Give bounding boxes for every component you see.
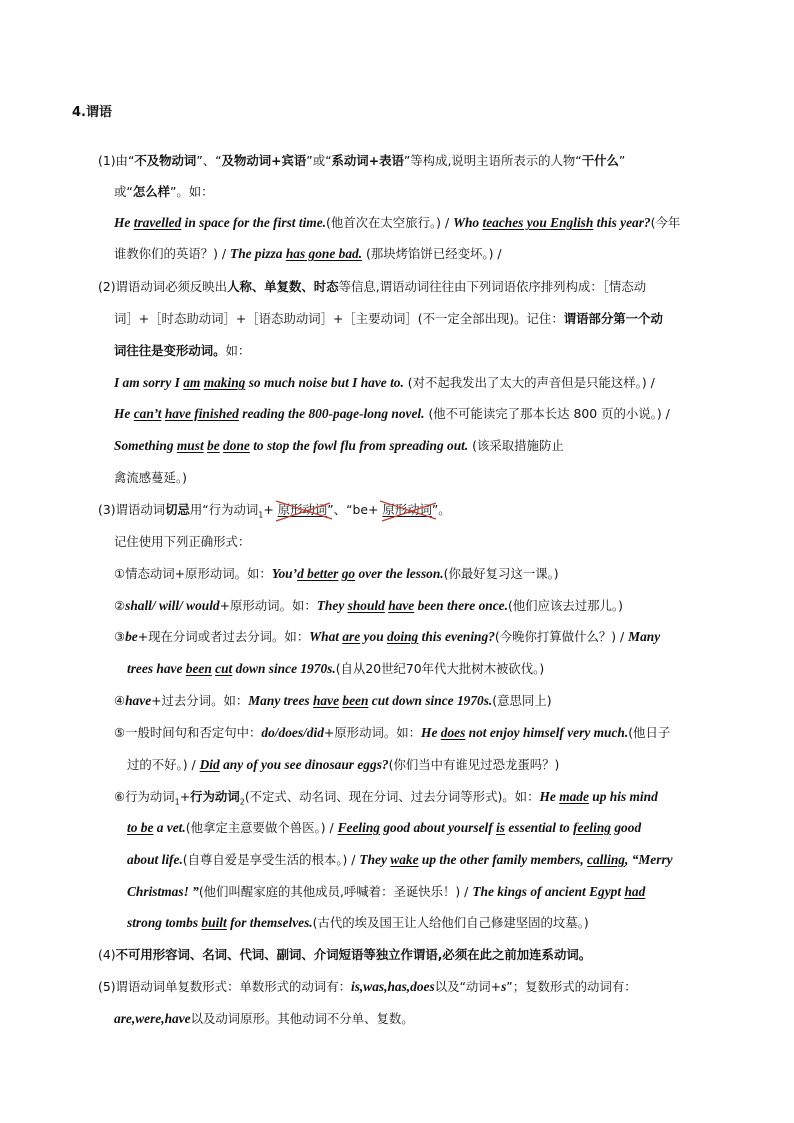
item-5-line-1 [114, 724, 670, 742]
example-verb: been [342, 693, 369, 708]
text: +原形动词。如： [323, 725, 422, 740]
text: 或“ [114, 184, 133, 199]
example-verb: should [347, 598, 385, 613]
example-verb: am [183, 375, 201, 390]
struck-term-2 [382, 501, 432, 519]
example-1-line-1 [114, 214, 680, 232]
example-text: Many [628, 629, 661, 644]
example-verb: have [388, 598, 415, 613]
example-text: The kings of ancient Egypt [472, 884, 625, 899]
text: +现在分词或者过去分词。如： [137, 629, 310, 644]
translation: (他日子 [628, 725, 671, 740]
example-text: You’ [271, 566, 298, 581]
translation: (古代的埃及国王让人给他们自己修建坚固的坟墓。) [312, 915, 589, 930]
text: (不定式、动名词、现在分词、过去分词等形式)。如： [244, 789, 540, 804]
example-verb: does [440, 725, 466, 740]
example-verb: cut [215, 661, 233, 676]
point-3-line-2 [114, 533, 250, 551]
example-text: I am sorry I [114, 375, 184, 390]
example-2-line-1 [114, 374, 655, 392]
example-verb: d better [297, 566, 339, 581]
example-verb: Did [199, 757, 220, 772]
example-text: He [114, 215, 134, 230]
translation: (今晚你打算做什么？) / [494, 629, 629, 644]
example-text: The pizza [230, 246, 286, 261]
translation: (该采取措施防止 [468, 438, 564, 453]
text: ” [618, 153, 626, 168]
text: 用“行为动词 [189, 502, 259, 517]
example-verb: are [342, 629, 361, 644]
text: ⑥行为动词 [114, 789, 175, 804]
point-2-line-2 [114, 310, 663, 328]
cross-out-mark [274, 497, 336, 523]
example-text: good about yourself [380, 820, 497, 835]
translation: 谁教你们的英语？) / [114, 246, 231, 261]
translation: (意思同上) [492, 693, 552, 708]
text: ”或“ [306, 153, 332, 168]
example-verb: teaches you English [482, 215, 594, 230]
text: + [263, 502, 278, 517]
point-2-line-1 [98, 278, 646, 296]
text: ”、“be+ [327, 502, 383, 517]
text: 以及动词原形。其他动词不分单、复数。 [190, 1011, 414, 1026]
example-text: strong tombs [127, 915, 202, 930]
text: 记住使用下列正确形式： [114, 534, 251, 549]
example-text: They [359, 852, 391, 867]
section-heading: 4.谓语 [72, 105, 112, 120]
point-5-line-1 [98, 978, 637, 996]
example-text: Who [453, 215, 483, 230]
point-2-line-3 [114, 342, 250, 360]
example-verb: must [176, 438, 204, 453]
struck-text: 原形动词 [382, 502, 432, 517]
example-text: Something [114, 438, 177, 453]
example-text: to stop the fowl flu from spreading out. [249, 438, 469, 453]
example-verb: wake [390, 852, 419, 867]
example-text: reading the 800-page-long novel. [238, 406, 425, 421]
example-text: They [316, 598, 348, 613]
example-text: are,were,have [114, 1011, 191, 1026]
translation: 过的不好。) / [127, 757, 200, 772]
term: 及物动词+宾语 [221, 153, 307, 168]
translation: (他们叫醒家庭的其他成员,呼喊着：圣诞快乐！) / [198, 884, 473, 899]
example-text: up his mind [588, 789, 658, 804]
example-text: not enjoy himself very much. [465, 725, 629, 740]
example-text: , “Merry [625, 852, 673, 867]
example-text: Many trees [248, 693, 313, 708]
text: 词］+［时态助动词］+［语态助动词］+［主要动词］(不一定全部出现)。记住： [114, 311, 564, 326]
text: ”。如： [169, 184, 214, 199]
subscript: 1 [258, 510, 264, 520]
example-2-line-3 [114, 437, 564, 455]
point-4-line [98, 946, 591, 964]
example-text: trees have [127, 661, 186, 676]
example-2-line-4 [114, 469, 187, 487]
text: ② [114, 598, 126, 613]
struck-text: 原形动词 [277, 502, 328, 517]
text: 等信息,谓语动词往往由下列词语依序排列构成：［情态动 [338, 279, 647, 294]
subscript: 2 [239, 797, 245, 807]
example-text: be [125, 629, 138, 644]
text: ”等构成,说明主语所表示的人物“ [403, 153, 582, 168]
item-6-line-2 [127, 819, 641, 837]
translation: (他们应该去过那儿。) [507, 598, 623, 613]
example-text: have [125, 693, 152, 708]
translation: (他首次在太空旅行。) / [326, 215, 454, 230]
term: 不及物动词 [134, 153, 197, 168]
text: + [179, 789, 191, 804]
example-verb: built [201, 915, 227, 930]
example-verb: go [341, 566, 356, 581]
example-text: s [501, 979, 507, 994]
example-verb: feeling [573, 820, 612, 835]
term: 切忌 [165, 502, 190, 517]
example-verb: Feeling [337, 820, 380, 835]
term: 干什么 [581, 153, 619, 168]
translation: (他不可能读完了那本长达 800 页的小说。) / [424, 406, 670, 421]
item-6-line-4 [127, 883, 645, 901]
point-1-line-1 [98, 152, 625, 170]
term: 怎么样 [132, 184, 170, 199]
example-verb: be [207, 438, 220, 453]
translation: (自尊自爱是享受生活的根本。) / [182, 852, 360, 867]
term: 谓语部分第一个动 [563, 311, 663, 326]
text: ⑤一般时间句和否定句中： [114, 725, 262, 740]
text: ①情态动词+原形动词。如： [114, 566, 272, 581]
item-2-line [114, 597, 623, 615]
subscript: 1 [174, 797, 180, 807]
term: 不可用形容词、名词、代词、副词、介词短语等独立作谓语,必须在此之前加连系动词。 [115, 947, 592, 962]
example-text: over the lesson. [355, 566, 444, 581]
example-verb: calling [587, 852, 625, 867]
translation: (那块烤馅饼已经变坏。) / [362, 246, 502, 261]
translation: (自从20世纪70年代大批树木被砍伐。) [335, 661, 545, 676]
example-text: this evening? [418, 629, 495, 644]
term: 行为动词 [190, 789, 240, 804]
example-text: up the other family members, [418, 852, 588, 867]
term: 人称、单复数、时态 [227, 279, 339, 294]
text: +原形动词。如： [219, 598, 317, 613]
point-5-line-2 [114, 1010, 414, 1028]
example-text: What [309, 629, 343, 644]
text: 以及“动词+ [434, 979, 502, 994]
example-text: this year? [593, 215, 651, 230]
translation: (你最好复习这一课。) [443, 566, 559, 581]
translation: (今年 [650, 215, 681, 230]
item-1-line [114, 565, 559, 583]
example-text: a vet. [153, 820, 186, 835]
example-verb: to be [127, 820, 154, 835]
example-text: down since 1970s. [232, 661, 336, 676]
point-3-line-1 [98, 501, 451, 524]
example-verb: has gone bad. [285, 246, 363, 261]
translation: (对不起我发出了太大的声音但是只能这样。) / [403, 375, 655, 390]
text: (1)由“ [98, 153, 135, 168]
translation: (他拿定主意要做个兽医。) / [185, 820, 338, 835]
text: +过去分词。如： [151, 693, 249, 708]
text: ”、“ [196, 153, 222, 168]
example-1-line-2 [114, 245, 502, 263]
example-verb: can’t [133, 406, 162, 421]
text: 如： [225, 343, 251, 358]
item-3-line-2 [127, 660, 544, 678]
example-text: shall/ will/ would [125, 598, 220, 613]
example-2-line-2 [114, 405, 670, 423]
text: ”；复数形式的动词有： [506, 979, 637, 994]
term: 词往往是变形动词。 [114, 343, 226, 358]
text: (2)谓语动词必须反映出 [98, 279, 228, 294]
example-verb: have [312, 693, 340, 708]
example-verb: made [559, 789, 589, 804]
example-verb: travelled [133, 215, 182, 230]
example-verb: is [496, 820, 505, 835]
text: (4) [98, 947, 116, 962]
example-text: essential to [505, 820, 574, 835]
text: (5)谓语动词单复数形式：单数形式的动词有： [98, 979, 351, 994]
example-text: for themselves. [226, 915, 313, 930]
item-6-line-3 [127, 851, 673, 869]
text: ”。 [431, 502, 451, 517]
example-text: so much noise but I have to. [245, 375, 404, 390]
item-4-line [114, 692, 552, 710]
example-text: you [360, 629, 387, 644]
example-text: He [539, 789, 560, 804]
translation: 禽流感蔓延。) [114, 470, 187, 485]
point-1-line-2 [114, 183, 214, 201]
example-text: any of you see dinosaur eggs? [219, 757, 389, 772]
example-text: He [114, 406, 134, 421]
example-text: do/does/did [261, 725, 324, 740]
example-verb: making [203, 375, 246, 390]
example-verb: been [185, 661, 212, 676]
translation: (你们当中有谁见过恐龙蛋吗？) [388, 757, 560, 772]
item-6-line-5 [127, 914, 589, 932]
item-3-line-1 [114, 628, 660, 646]
example-text: good [611, 820, 642, 835]
example-text: about life. [127, 852, 183, 867]
text: (3)谓语动词 [98, 502, 166, 517]
example-verb: doing [387, 629, 419, 644]
text: ③ [114, 629, 126, 644]
example-text: cut down since 1970s. [368, 693, 493, 708]
struck-term-1 [278, 501, 328, 519]
cross-out-mark [378, 497, 440, 523]
item-5-line-2 [127, 756, 559, 774]
example-text: Christmas! ” [127, 884, 199, 899]
example-text: is,was,has,does [350, 979, 435, 994]
example-text: He [421, 725, 441, 740]
example-verb: had [624, 884, 646, 899]
example-text: been there once. [414, 598, 508, 613]
example-verb: have finished [164, 406, 239, 421]
item-6-line-1 [114, 788, 658, 811]
example-verb: done [223, 438, 250, 453]
term: 系动词+表语 [331, 153, 404, 168]
example-text: in space for the first time. [181, 215, 327, 230]
text: ④ [114, 693, 126, 708]
